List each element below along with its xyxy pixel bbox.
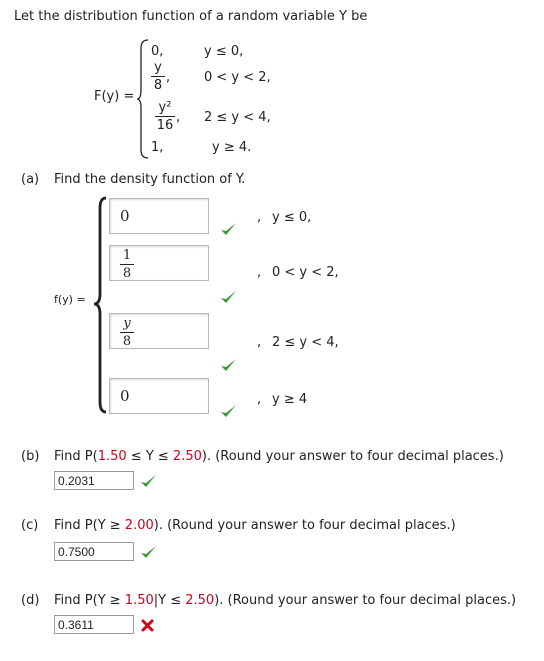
cdf-left-brace [136,38,150,160]
part-c-prompt: Find P(Y ≥ 2.00). (Round your answer to four decimal places.) [54,518,456,533]
part-c-answer-input[interactable]: 0.7500 [54,542,134,561]
density-row-3-numerator: y [123,316,131,331]
density-row-2-numerator: 1 [122,248,132,263]
cdf-row-2-denominator: 8 [153,78,163,93]
density-row-3-denominator: 8 [122,334,132,349]
check-icon [220,290,237,304]
part-d-answer-input[interactable]: 0.3611 [54,615,134,634]
part-a-letter: (a) [21,172,40,187]
check-icon [140,474,157,488]
check-icon [140,545,157,559]
cdf-row-3-fraction [155,100,175,133]
part-a-prompt: Find the density function of Y. [54,172,246,187]
density-row-1-comma: , [257,210,262,225]
x-mark-icon [141,619,154,632]
cdf-row-1-expr: 0, [151,44,164,59]
check-icon [220,358,237,372]
density-row-1-cond: y ≤ 0, [272,210,312,225]
cdf-row-2-cond: 0 < y < 2, [204,70,271,85]
part-c-letter: (c) [21,518,39,533]
cdf-row-3-denominator: 16 [156,118,174,133]
part-b-prompt: Find P(1.50 ≤ Y ≤ 2.50). (Round your answer to four decimal places.) [54,449,504,464]
density-row-3-comma: , [257,335,262,350]
density-row-3-fraction [120,316,134,349]
cdf-row-2-fraction [151,60,165,93]
pdf-left-brace [92,196,108,416]
density-row-1-value: 0 [120,207,130,225]
density-row-2-cond: 0 < y < 2, [272,265,339,280]
density-row-3-cond: 2 ≤ y < 4, [272,335,339,350]
part-d-prompt: Find P(Y ≥ 1.50|Y ≤ 2.50). (Round your answer to four decimal places.) [54,593,517,608]
cdf-row-4-expr: 1, [151,140,164,155]
part-b-answer-input[interactable]: 0.2031 [54,471,134,490]
cdf-row-3-comma: , [176,110,181,125]
density-row-4-comma: , [257,392,262,407]
density-row-2-denominator: 8 [122,266,132,281]
cdf-row-4-cond: y ≥ 4. [212,140,252,155]
density-row-4-value: 0 [120,387,130,405]
cdf-label: F(y) = [94,89,135,104]
intro-text: Let the distribution function of a random variable Y be [14,9,368,24]
check-icon [220,222,237,236]
density-row-4-cond: y ≥ 4 [272,392,308,407]
part-b-letter: (b) [21,449,40,464]
pdf-label: f(y) = [54,293,86,306]
part-d-letter: (d) [21,593,40,608]
density-input-row-4[interactable] [109,378,209,414]
cdf-row-1-cond: y ≤ 0, [204,44,244,59]
cdf-row-2-comma: , [166,70,171,85]
density-row-2-fraction [120,248,134,281]
cdf-row-2-numerator: y [154,60,162,75]
check-icon [220,404,237,418]
density-row-2-comma: , [257,265,262,280]
density-input-row-2[interactable] [109,245,209,281]
cdf-row-3-numerator: y² [158,100,172,115]
density-input-row-3[interactable] [109,313,209,349]
cdf-row-3-cond: 2 ≤ y < 4, [204,110,271,125]
density-input-row-1[interactable] [109,198,209,234]
